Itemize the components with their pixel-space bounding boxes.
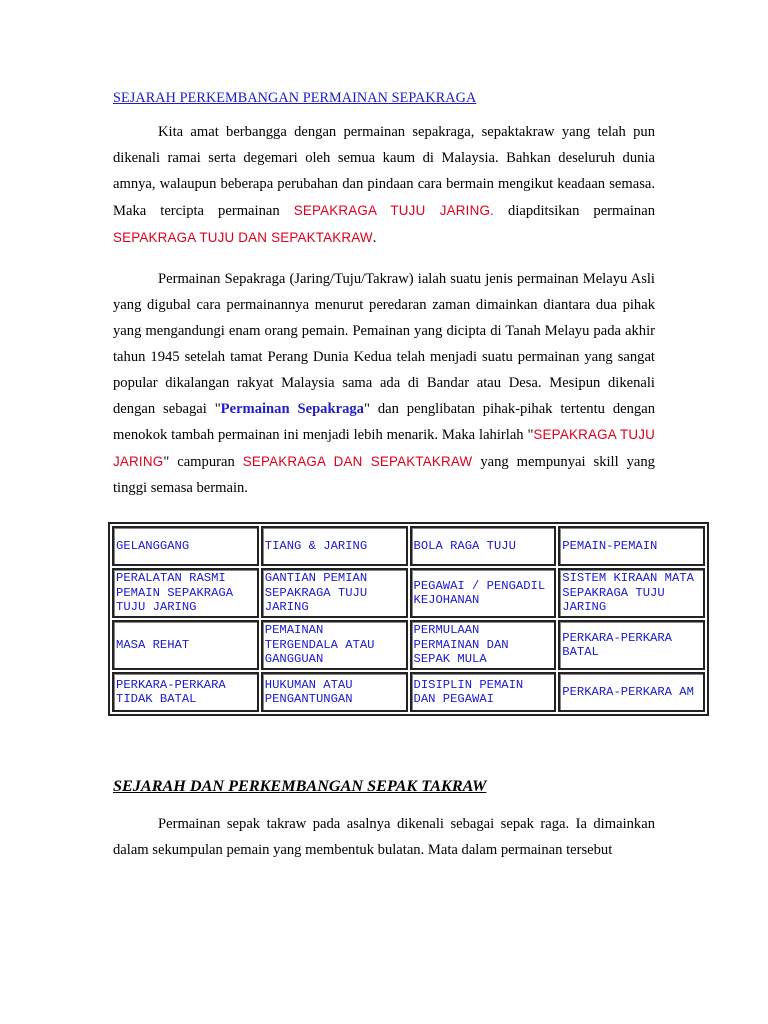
table-cell[interactable]: TIANG & JARING — [261, 526, 408, 566]
table-cell[interactable]: PEMAINAN TERGENDALA ATAU GANGGUAN — [261, 620, 408, 670]
table-cell[interactable]: SISTEM KIRAAN MATA SEPAKRAGA TUJU JARING — [558, 568, 705, 618]
table-row — [112, 526, 705, 566]
topics-table — [108, 522, 709, 716]
para1-text-1: Kita amat berbangga dengan permainan sepakraga, sepaktakraw yang telah pun dikenali ramai serta degemari oleh semua kaum di Malaysia. Bahkan deseluruh dunia amnya, walaupun beberapa perubahan dan pindaan cara bermain mengikut keadaan semasa. Maka tercipta permainan — [113, 124, 655, 219]
para2-highlight-1: SEPAKRAGA TUJU JARING — [113, 427, 655, 470]
paragraph-history — [113, 267, 655, 502]
table-cell[interactable]: PERKARA-PERKARA BATAL — [558, 620, 705, 670]
table-cell[interactable]: GANTIAN PEMIAN SEPAKRAGA TUJU JARING — [261, 568, 408, 618]
paragraph-sepak-takraw — [113, 812, 655, 864]
table-cell[interactable]: MASA REHAT — [112, 620, 259, 670]
table-cell[interactable]: GELANGGANG — [112, 526, 259, 566]
para2-highlight-2: SEPAKRAGA DAN SEPAKTAKRAW — [242, 454, 473, 470]
paragraph-intro — [113, 120, 655, 252]
para1-highlight-1: SEPAKRAGA TUJU JARING. — [293, 202, 494, 218]
para2-text-3: " campuran — [163, 454, 243, 471]
para2-bold-term: Permainan Sepakraga — [220, 400, 364, 417]
table-row — [112, 672, 705, 712]
section-heading-sepakraga: SEJARAH PERKEMBANGAN PERMAINAN SEPAKRAGA — [113, 90, 477, 106]
section-heading-sepak-takraw: SEJARAH DAN PERKEMBANGAN SEPAK TAKRAW — [113, 777, 487, 795]
para1-highlight-2: SEPAKRAGA TUJU DAN SEPAKTAKRAW — [113, 229, 373, 245]
para2-text-1: Permainan Sepakraga (Jaring/Tuju/Takraw) ialah suatu jenis permainan Melayu Asli yang digubal cara permainannya menurut peredaran zaman dimainkan diantara dua pihak yang mengandungi enam orang pemain. Pemainan yang dicipta di Tanah Melayu pada akhir tahun 1945 setelah tamat Perang Dunia Kedua telah menjadi suatu permainan yang sangat popular dikalangan rakyat Malaysia sama ada di Bandar atau Desa. Mesipun dikenali dengan sebagai " — [113, 271, 655, 417]
table-cell[interactable]: PERMULAAN PERMAINAN DAN SEPAK MULA — [410, 620, 557, 670]
table-cell[interactable]: PERKARA-PERKARA TIDAK BATAL — [112, 672, 259, 712]
para1-text-3: . — [372, 229, 377, 246]
para2-text-2: " dan penglibatan pihak-pihak tertentu dengan menokok tambah permainan ini menjadi lebih menarik. Maka lahirlah " — [113, 400, 655, 444]
table-cell[interactable]: DISIPLIN PEMAIN DAN PEGAWAI — [410, 672, 557, 712]
table-cell[interactable]: HUKUMAN ATAU PENGANTUNGAN — [261, 672, 408, 712]
table-row — [112, 620, 705, 670]
para3-text: Permainan sepak takraw pada asalnya dikenali sebagai sepak raga. Ia dimainkan dalam sekumpulan pemain yang membentuk bulatan. Mata dalam permainan tersebut — [113, 816, 655, 858]
table-cell[interactable]: PERALATAN RASMI PEMAIN SEPAKRAGA TUJU JARING — [112, 568, 259, 618]
table-cell[interactable]: PEMAIN-PEMAIN — [558, 526, 705, 566]
para1-text-2: diapditsikan permainan — [493, 202, 655, 219]
table-cell[interactable]: PERKARA-PERKARA AM — [558, 672, 705, 712]
table-row — [112, 568, 705, 618]
para2-text-4: yang mempunyai skill yang tinggi semasa bermain. — [113, 454, 655, 497]
table-cell[interactable]: BOLA RAGA TUJU — [410, 526, 557, 566]
table-cell[interactable]: PEGAWAI / PENGADIL KEJOHANAN — [410, 568, 557, 618]
